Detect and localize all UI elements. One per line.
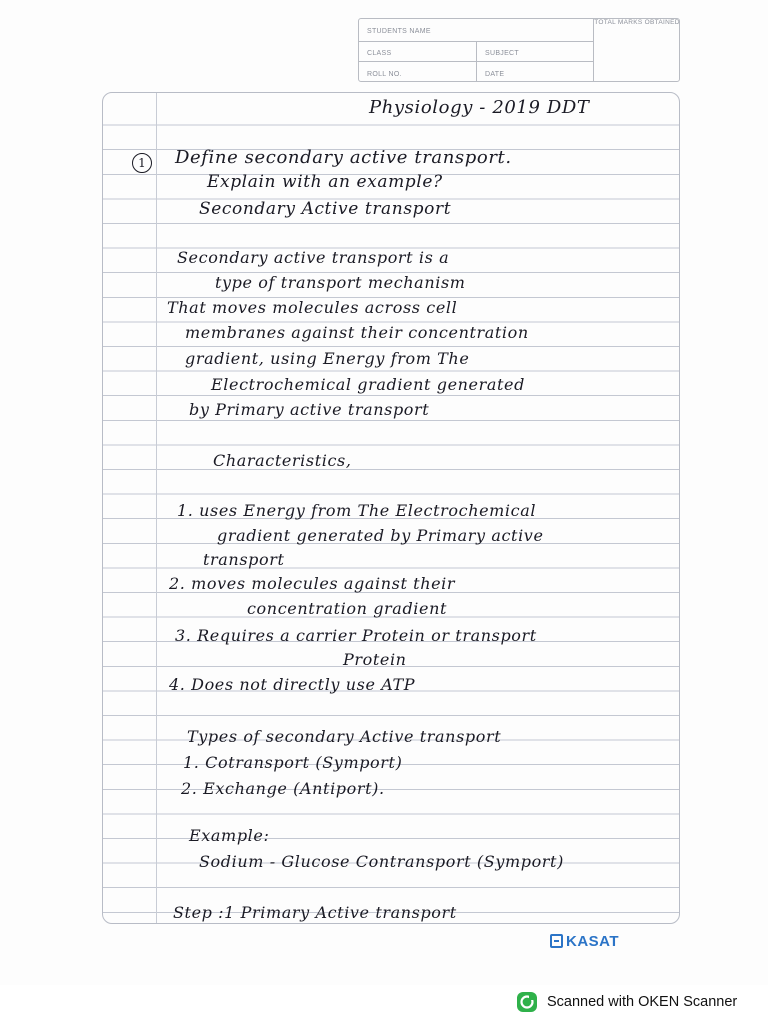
type-line-1: 1. Cotransport (Symport)	[183, 753, 403, 772]
question-number: 1	[132, 153, 152, 173]
kasat-logo-text: KASAT	[566, 932, 620, 950]
definition-line-3: That moves molecules across cell	[167, 298, 458, 317]
margin-line	[156, 93, 157, 923]
step-text: Step :1 Primary Active transport	[173, 903, 457, 922]
example-heading: Example:	[189, 826, 270, 845]
definition-line-4: membranes against their concentration	[185, 323, 529, 342]
students-name-cell: STUDENTS NAME	[359, 19, 594, 42]
question-line-1: Define secondary active transport.	[175, 147, 512, 168]
lined-page	[102, 92, 680, 924]
kasat-logo	[550, 931, 619, 951]
roll-no-cell: ROLL NO.	[359, 62, 477, 82]
date-cell: DATE	[477, 62, 594, 82]
characteristic-line-8: 4. Does not directly use ATP	[169, 675, 416, 694]
characteristic-line-2: gradient generated by Primary active	[217, 526, 544, 545]
answer-heading: Secondary Active transport	[199, 199, 452, 219]
types-heading: Types of secondary Active transport	[187, 727, 502, 746]
oken-scanner-icon	[516, 991, 538, 1013]
definition-line-7: by Primary active transport	[189, 400, 430, 419]
characteristic-line-3: transport	[203, 550, 285, 569]
characteristic-line-6: 3. Requires a carrier Protein or transport	[175, 626, 537, 645]
subject-cell: SUBJECT	[477, 42, 594, 62]
definition-line-1: Secondary active transport is a	[177, 248, 450, 267]
type-line-2: 2. Exchange (Antiport).	[181, 779, 385, 798]
scanner-watermark	[516, 991, 737, 1013]
definition-line-2: type of transport mechanism	[215, 273, 466, 292]
characteristic-line-4: 2. moves molecules against their	[169, 574, 456, 593]
question-line-2: Explain with an example?	[207, 172, 443, 192]
example-text: Sodium - Glucose Contransport (Symport)	[199, 852, 564, 871]
student-info-table	[358, 18, 680, 82]
page-title: Physiology - 2019 DDT	[369, 97, 590, 118]
characteristics-heading: Characteristics,	[213, 451, 352, 470]
definition-line-5: gradient, using Energy from The	[185, 349, 470, 368]
kasat-logo-icon	[550, 934, 563, 948]
definition-line-6: Electrochemical gradient generated	[211, 375, 525, 394]
scanner-watermark-text: Scanned with OKEN Scanner	[547, 994, 738, 1010]
class-cell: CLASS	[359, 42, 477, 62]
characteristic-line-5: concentration gradient	[247, 599, 448, 618]
characteristic-line-1: 1. uses Energy from The Electrochemical	[177, 501, 537, 520]
total-marks-cell: TOTAL MARKS OBTAINED	[594, 19, 680, 26]
characteristic-line-7: Protein	[343, 650, 407, 669]
